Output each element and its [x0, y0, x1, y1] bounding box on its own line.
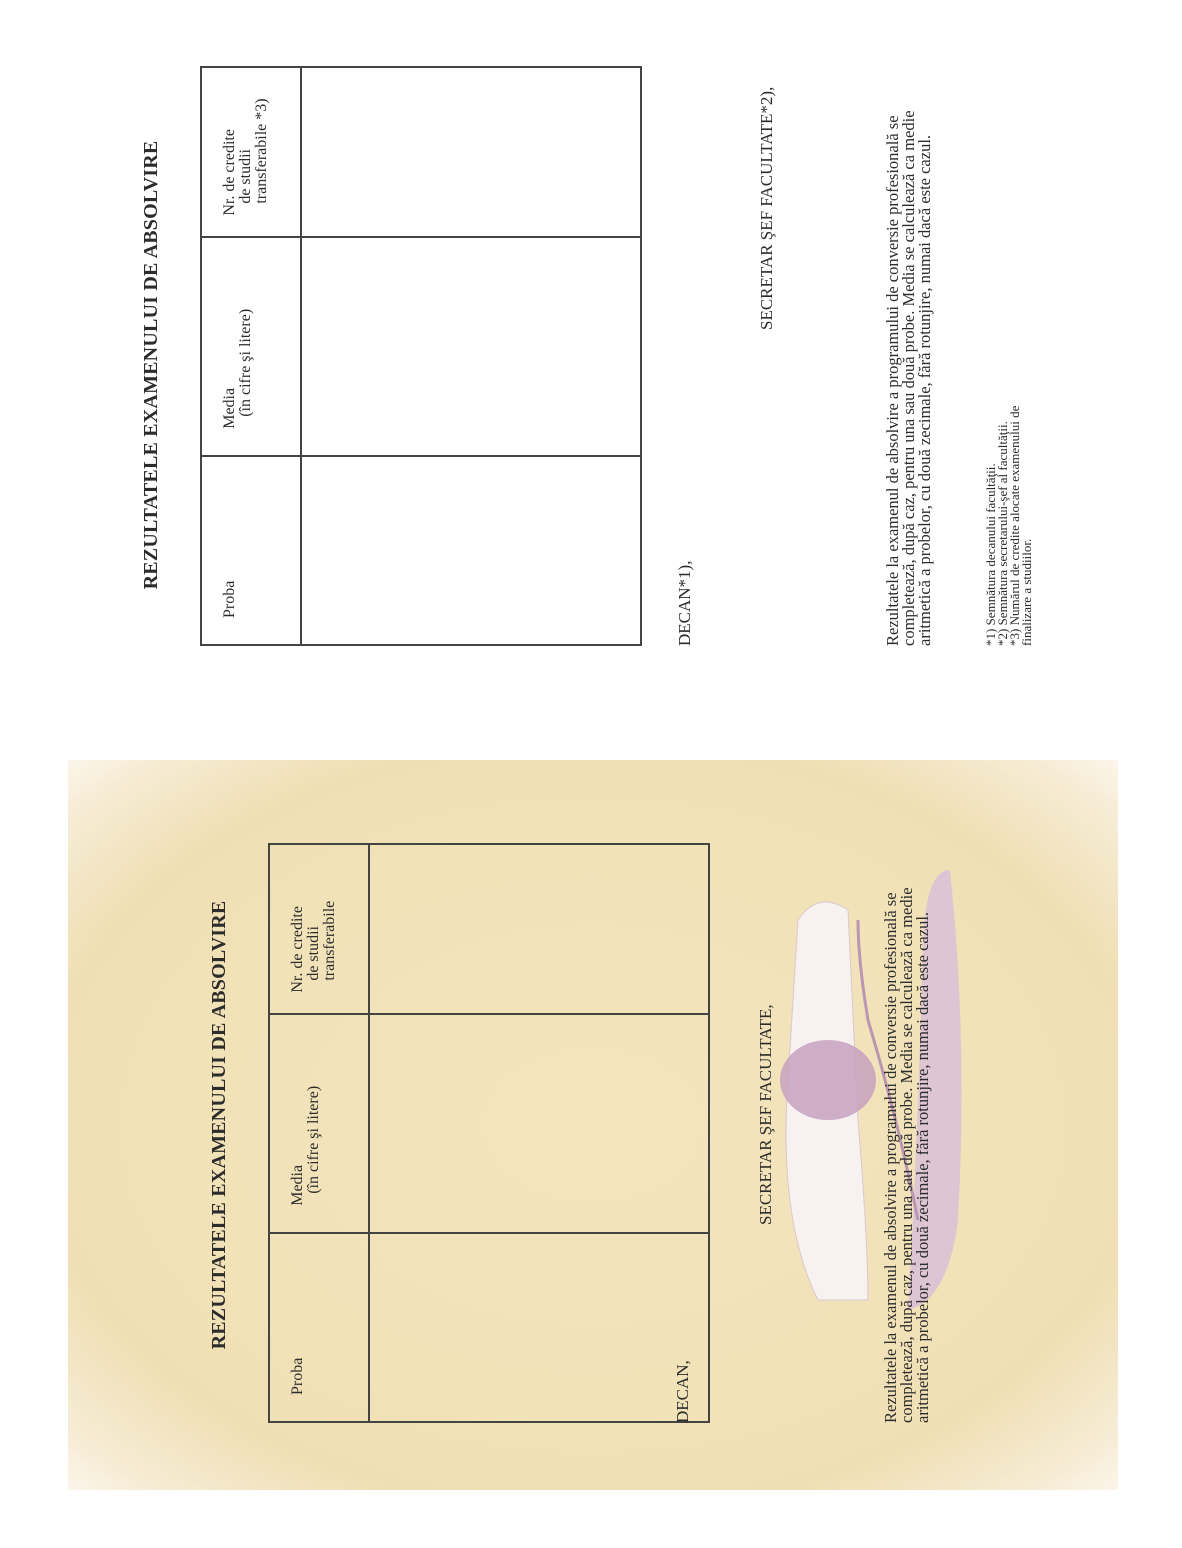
note-line: completează, după caz, pentru una sau două probe. Media se calculează ca medie [899, 110, 918, 646]
page-title: REZULTATELE EXAMENULUI DE ABSOLVIRE [208, 900, 230, 1350]
note-line: completează, după caz, pentru una sau două probe. Media se calculează ca medie [897, 887, 916, 1423]
column-header-media [269, 1014, 369, 1233]
footnote: *1) Semnătura decanului facultăţii. [983, 463, 998, 646]
results-note [883, 887, 931, 1423]
cell-proba[interactable] [301, 456, 641, 645]
cell-credite[interactable] [369, 844, 709, 1014]
table-row [369, 844, 709, 1422]
header-line: de studii [305, 926, 322, 981]
footnotes [985, 406, 1033, 646]
cell-credite[interactable] [301, 67, 641, 237]
column-header-media [201, 237, 301, 456]
page-title: REZULTATELE EXAMENULUI DE ABSOLVIRE [140, 140, 162, 590]
footnote: *2) Semnătura secretarului-şef al facultăţii. [995, 421, 1010, 646]
note-line: Rezultatele la examenul de absolvire a programului de conversie profesională se [883, 115, 902, 646]
column-header-credite [269, 844, 369, 1014]
header-line: Proba [289, 1357, 306, 1395]
results-page-parchment [68, 760, 1118, 1490]
column-header-proba [269, 1233, 369, 1422]
header-line: Media [289, 1164, 306, 1206]
footnote: *3) Numărul de credite alocate examenului de [1007, 405, 1022, 646]
note-line: aritmetică a probelor, cu două zecimale, fără rotunjire, numai dacă este cazul. [915, 134, 934, 646]
header-line: Media [221, 387, 238, 429]
note-line: aritmetică a probelor, cu două zecimale, fără rotunjire, numai dacă este cazul. [913, 911, 932, 1423]
header-line: de studii [237, 149, 254, 204]
column-header-credite [201, 67, 301, 237]
header-line: (în cifre şi litere) [237, 308, 254, 417]
secretary-signature-label: SECRETAR ŞEF FACULTATE*2), [757, 86, 776, 330]
results-note [885, 110, 933, 646]
header-line: Nr. de credite [289, 906, 306, 993]
dean-signature-label: DECAN, [673, 1360, 692, 1423]
results-page-plain [0, 0, 1050, 730]
results-table [268, 843, 710, 1423]
dean-signature-label: DECAN*1), [675, 560, 694, 646]
header-line: (în cifre şi litere) [305, 1085, 322, 1194]
note-line: Rezultatele la examenul de absolvire a programului de conversie profesională se [881, 892, 900, 1423]
column-header-proba [201, 456, 301, 645]
cell-media[interactable] [301, 237, 641, 456]
cell-proba[interactable] [369, 1233, 709, 1422]
header-line: transferabile [321, 900, 338, 981]
header-line: Proba [221, 580, 238, 618]
cell-media[interactable] [369, 1014, 709, 1233]
secretary-signature-label: SECRETAR ŞEF FACULTATE, [756, 1004, 775, 1225]
table-row [301, 67, 641, 645]
results-table [200, 66, 642, 646]
footnote: finalizare a studiilor. [1019, 538, 1034, 646]
header-line: Nr. de credite [221, 129, 238, 216]
header-line: transferabile *3) [253, 98, 270, 204]
